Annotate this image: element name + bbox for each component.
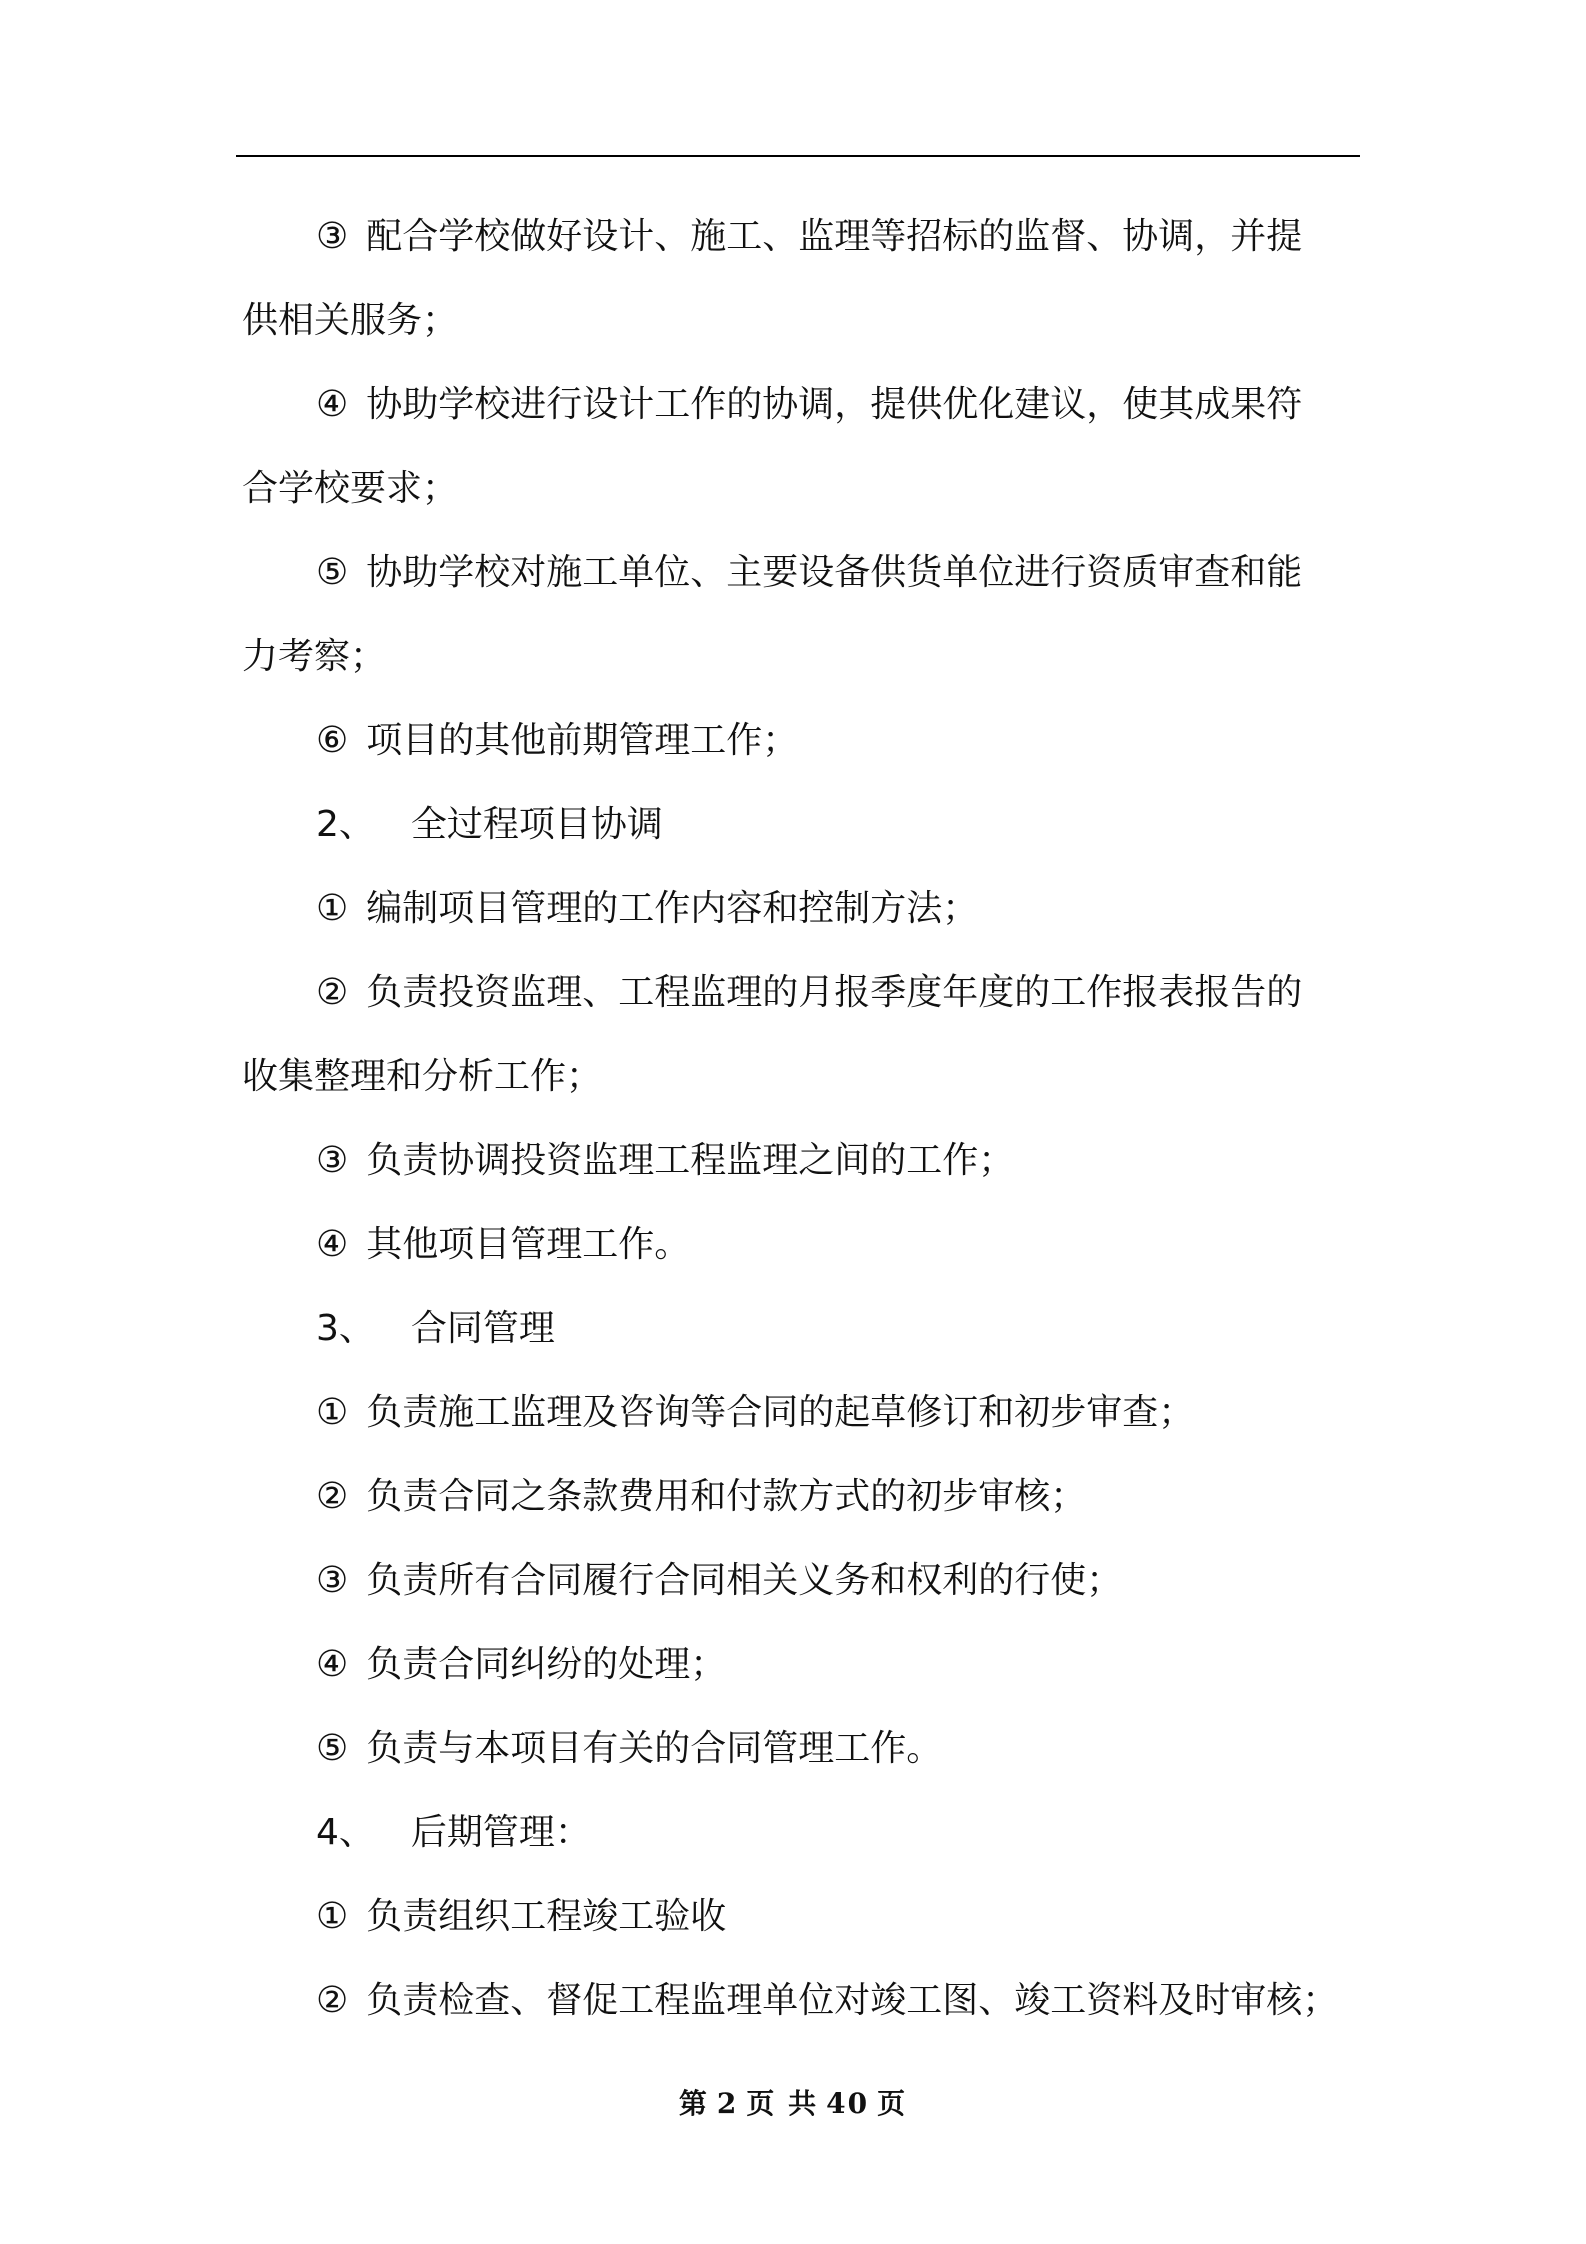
item-number: ③: [316, 1140, 349, 1181]
paragraph: [242, 699, 1360, 783]
footer-mid: 页 共: [746, 2087, 819, 2120]
paragraph: [242, 1119, 1360, 1203]
paragraph: [242, 1875, 1360, 1959]
total-pages: 40: [826, 2087, 870, 2120]
paragraph-text: 合学校要求；: [242, 468, 459, 509]
paragraph: [242, 951, 1360, 1035]
item-number: ①: [316, 1392, 349, 1433]
paragraph: [242, 1959, 1360, 2043]
paragraph-text: 配合学校做好设计、施工、监理等招标的监督、协调，并提: [366, 216, 1303, 257]
item-number: ④: [316, 384, 349, 425]
paragraph-text: 力考察；: [242, 636, 387, 677]
paragraph-text: 负责所有合同履行合同相关义务和权利的行使；: [366, 1560, 1123, 1601]
paragraph: [242, 195, 1360, 279]
page-number: 2: [716, 2087, 739, 2120]
paragraph: [242, 867, 1360, 951]
paragraph: [242, 1623, 1360, 1707]
section-number: 4、: [316, 1812, 375, 1853]
item-number: ④: [316, 1644, 349, 1685]
footer-prefix: 第: [678, 2087, 709, 2120]
item-number: ①: [316, 888, 349, 929]
document-body: [242, 195, 1360, 2043]
paragraph-text: 负责合同纠纷的处理；: [366, 1644, 727, 1685]
paragraph-continuation: [242, 1035, 1360, 1119]
paragraph: [242, 1707, 1360, 1791]
paragraph-continuation: [242, 615, 1360, 699]
paragraph-text: 编制项目管理的工作内容和控制方法；: [366, 888, 979, 929]
item-number: ③: [316, 216, 349, 257]
paragraph-text: 负责检查、督促工程监理单位对竣工图、竣工资料及时审核；: [366, 1980, 1339, 2021]
item-number: ③: [316, 1560, 349, 1601]
section-title: 全过程项目协调: [410, 804, 663, 845]
section-title: 合同管理: [410, 1308, 555, 1349]
paragraph-text: 其他项目管理工作。: [366, 1224, 691, 1265]
header-rule: [236, 155, 1360, 157]
section-title: 后期管理：: [410, 1812, 591, 1853]
paragraph: [242, 1203, 1360, 1287]
paragraph-continuation: [242, 279, 1360, 363]
section-heading: [242, 1287, 1360, 1371]
paragraph-text: 供相关服务；: [242, 300, 459, 341]
paragraph-text: 负责与本项目有关的合同管理工作。: [366, 1728, 943, 1769]
section-number: 3、: [316, 1308, 375, 1349]
page-footer: [0, 2082, 1586, 2122]
paragraph-text: 项目的其他前期管理工作；: [366, 720, 799, 761]
item-number: ②: [316, 1476, 349, 1517]
item-number: ⑤: [316, 552, 349, 593]
item-number: ④: [316, 1224, 349, 1265]
paragraph: [242, 531, 1360, 615]
item-number: ⑤: [316, 1728, 349, 1769]
paragraph: [242, 1539, 1360, 1623]
section-heading: [242, 783, 1360, 867]
item-number: ②: [316, 972, 349, 1013]
paragraph: [242, 1371, 1360, 1455]
paragraph-text: 负责投资监理、工程监理的月报季度年度的工作报表报告的: [366, 972, 1303, 1013]
item-number: ⑥: [316, 720, 349, 761]
paragraph-text: 负责组织工程竣工验收: [366, 1896, 727, 1937]
paragraph-text: 协助学校进行设计工作的协调，提供优化建议，使其成果符: [366, 384, 1303, 425]
paragraph-text: 协助学校对施工单位、主要设备供货单位进行资质审查和能: [366, 552, 1303, 593]
paragraph-text: 负责施工监理及咨询等合同的起草修订和初步审查；: [366, 1392, 1195, 1433]
section-number: 2、: [316, 804, 375, 845]
paragraph: [242, 1455, 1360, 1539]
paragraph-text: 负责合同之条款费用和付款方式的初步审核；: [366, 1476, 1087, 1517]
paragraph: [242, 363, 1360, 447]
section-heading: [242, 1791, 1360, 1875]
footer-suffix: 页: [877, 2087, 908, 2120]
paragraph-continuation: [242, 447, 1360, 531]
item-number: ②: [316, 1980, 349, 2021]
item-number: ①: [316, 1896, 349, 1937]
paragraph-text: 负责协调投资监理工程监理之间的工作；: [366, 1140, 1015, 1181]
paragraph-text: 收集整理和分析工作；: [242, 1056, 603, 1097]
